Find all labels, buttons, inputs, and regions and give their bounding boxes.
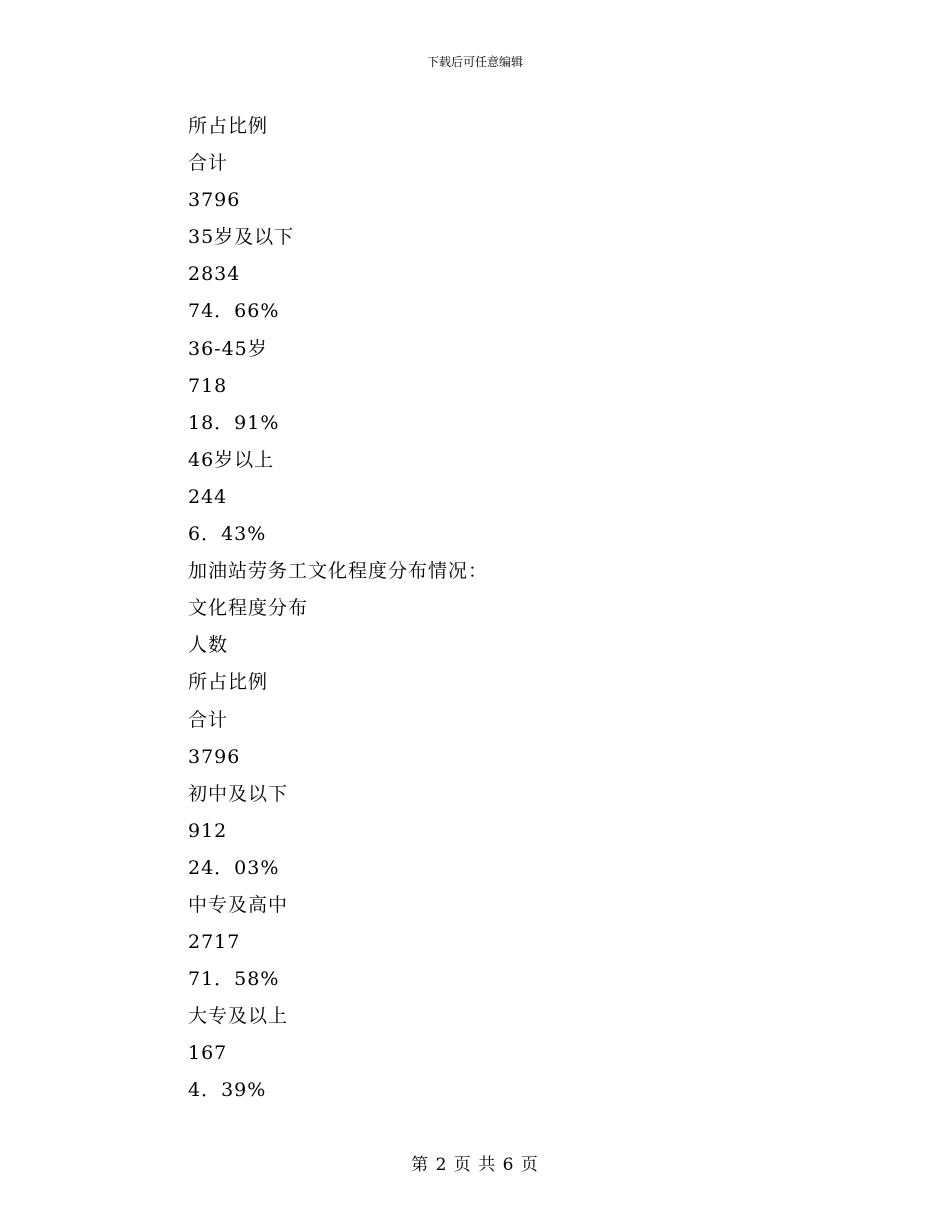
- text-line: 大专及以上: [188, 1005, 289, 1028]
- text-line: 167: [188, 1042, 228, 1065]
- text-line: 人数: [188, 634, 229, 657]
- page-footer: 第 2 页 共 6 页: [411, 1155, 539, 1175]
- text-line: 4．39%: [188, 1079, 267, 1102]
- text-line: 2834: [188, 263, 241, 286]
- page-header: 下载后可任意编辑: [426, 55, 523, 69]
- text-line: 所占比例: [188, 115, 269, 137]
- text-line: 初中及以下: [188, 782, 289, 805]
- text-line: 合计: [188, 152, 229, 175]
- text-line: 46岁以上: [188, 448, 275, 471]
- document-body: [188, 112, 788, 1114]
- text-line: 所占比例: [188, 671, 269, 694]
- text-line: 2717: [188, 931, 241, 954]
- text-line: 6．43%: [188, 523, 267, 546]
- text-line: 合计: [188, 708, 229, 731]
- text-line: 36-45岁: [188, 337, 268, 360]
- text-line: 18．91%: [188, 411, 280, 434]
- text-line: 3796: [188, 189, 241, 212]
- text-line: 中专及高中: [188, 893, 289, 916]
- text-line: 718: [188, 374, 228, 397]
- text-line: 74．66%: [188, 300, 280, 323]
- text-line: 3796: [188, 745, 241, 768]
- section-heading: 加油站劳务工文化程度分布情况：: [188, 560, 489, 583]
- text-line: 35岁及以下: [188, 226, 295, 249]
- text-line: 71．58%: [188, 968, 280, 991]
- text-line: 文化程度分布: [188, 597, 309, 620]
- text-line: 912: [188, 819, 228, 842]
- text-line: 24．03%: [188, 856, 280, 879]
- text-line: 244: [188, 485, 228, 508]
